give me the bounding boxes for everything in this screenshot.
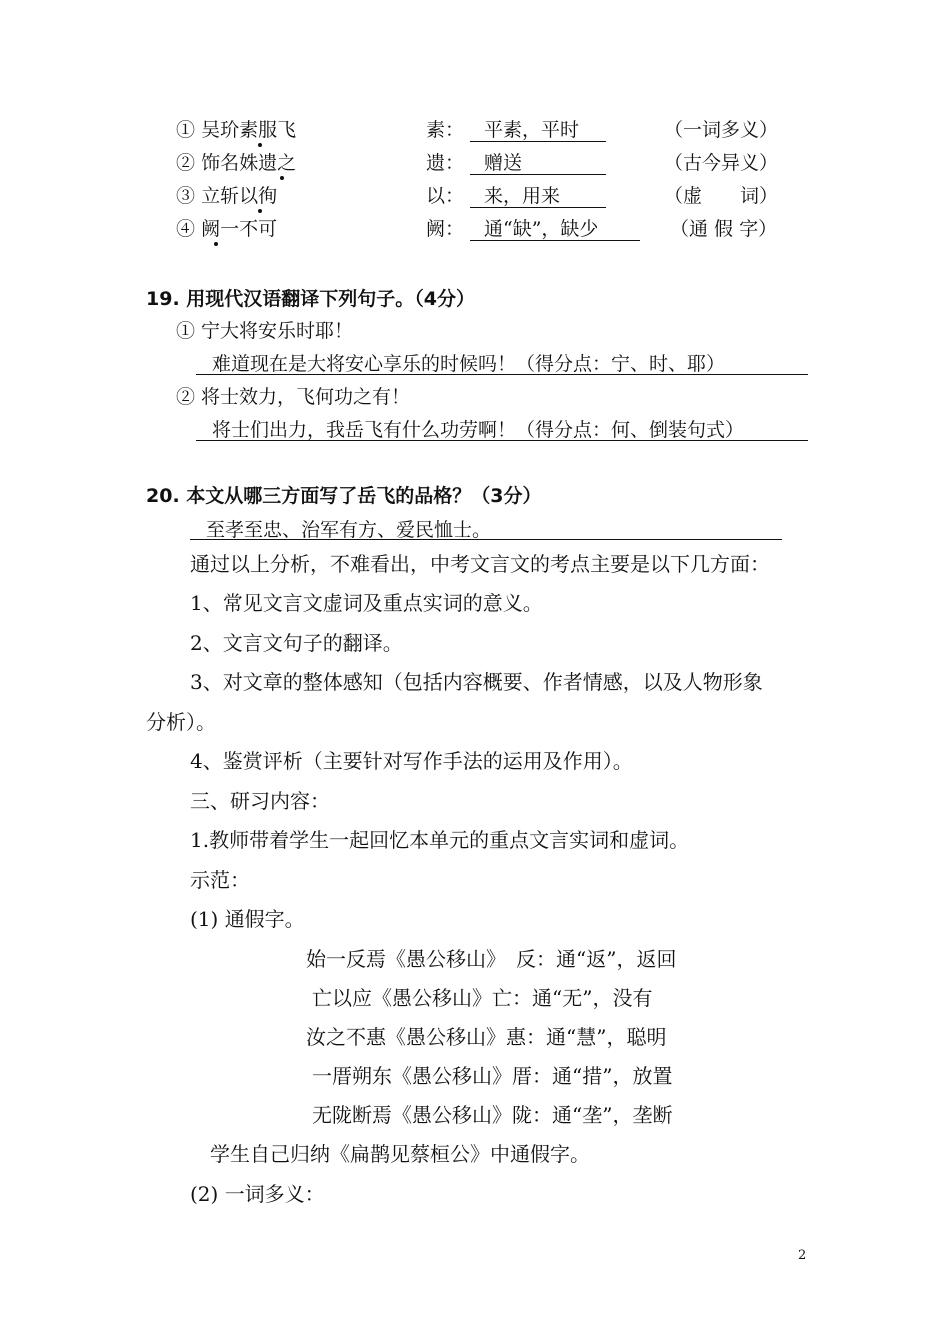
q19-sentence-1: ① 宁大将安乐时耶！: [176, 320, 354, 342]
subheading-1: (1) 通假字。: [190, 907, 305, 931]
example-line: 始一反焉《愚公移山》 反：通“返”，返回: [306, 947, 677, 971]
item18-1-type: （一词多义）: [664, 119, 779, 141]
emphasis-dot: [258, 143, 262, 147]
example-line: 亡以应《愚公移山》亡：通“无”，没有: [312, 986, 653, 1010]
item18-1-answer: 平素，平时: [484, 119, 580, 141]
item18-2-phrase: ② 饰名姝遗之: [176, 152, 297, 174]
item18-3-blank: [470, 207, 606, 208]
item18-3-key: 以：: [426, 185, 465, 207]
q19-sentence-2: ② 将士效力，飞何功之有！: [176, 386, 411, 408]
q19-answer-2: 将士们出力，我岳飞有什么功劳啊！（得分点：何、倒装句式）: [212, 419, 745, 441]
emphasis-dot: [214, 242, 218, 246]
q19-answer-1: 难道现在是大将安心享乐的时候吗！（得分点：宁、时、耶）: [212, 353, 726, 375]
student-task: 学生自己归纳《扁鹊见蔡桓公》中通假字。: [210, 1142, 590, 1166]
emphasis-dot: [258, 209, 262, 213]
item18-3-type: （虚 词）: [664, 185, 779, 207]
item18-3-phrase: ③ 立斩以徇: [176, 185, 278, 207]
example-line: 无陇断焉《愚公移山》陇：通“垄”，垄断: [312, 1103, 673, 1127]
point-3: 3、对文章的整体感知（包括内容概要、作者情感，以及人物形象: [190, 670, 763, 694]
q19-answer-2-line: [196, 440, 808, 441]
q20-answer: 至孝至忠、治军有方、爱民恤士。: [206, 519, 492, 541]
subheading-2: (2) 一词多义：: [190, 1182, 325, 1206]
item18-4-key: 阙：: [426, 218, 465, 240]
item18-4-blank: [470, 240, 640, 241]
example-line: 汝之不惠《愚公移山》惠：通“慧”，聪明: [306, 1025, 667, 1049]
demo-label: 示范：: [190, 868, 250, 892]
q19-title: 19. 用现代汉语翻译下列句子。（4分）: [146, 288, 475, 310]
item18-4-type: （通 假 字）: [670, 218, 778, 240]
emphasis-dot: [280, 176, 284, 180]
item18-2-key: 遗：: [426, 152, 465, 174]
point-1: 1、常见文言文虚词及重点实词的意义。: [190, 591, 543, 615]
item18-2-blank: [470, 174, 606, 175]
item18-1-phrase: ① 吴玠素服飞: [176, 119, 297, 141]
q20-answer-line: [190, 539, 782, 540]
task-1: 1.教师带着学生一起回忆本单元的重点文言实词和虚词。: [190, 828, 690, 852]
section-3-heading: 三、研习内容：: [190, 789, 330, 813]
item18-1-blank: [470, 141, 606, 142]
item18-4-answer: 通“缺”，缺少: [484, 218, 599, 240]
point-4: 4、鉴赏评析（主要针对写作手法的运用及作用）。: [190, 749, 633, 773]
item18-3-answer: 来，用来: [484, 185, 561, 207]
item18-4-phrase: ④ 阙一不可: [176, 218, 278, 240]
q20-title: 20. 本文从哪三方面写了岳飞的品格？（3分）: [146, 485, 542, 507]
item18-2-type: （古今异义）: [664, 152, 779, 174]
item18-2-answer: 赠送: [484, 152, 523, 174]
point-3-cont: 分析）。: [146, 710, 216, 734]
page-number: 2: [798, 1248, 807, 1263]
point-2: 2、文言文句子的翻译。: [190, 631, 403, 655]
intro-paragraph: 通过以上分析，不难看出，中考文言文的考点主要是以下几方面：: [190, 552, 770, 576]
q19-answer-1-line: [196, 374, 808, 375]
item18-1-key: 素：: [426, 119, 465, 141]
example-line: 一厝朔东《愚公移山》厝：通“措”，放置: [312, 1064, 673, 1088]
